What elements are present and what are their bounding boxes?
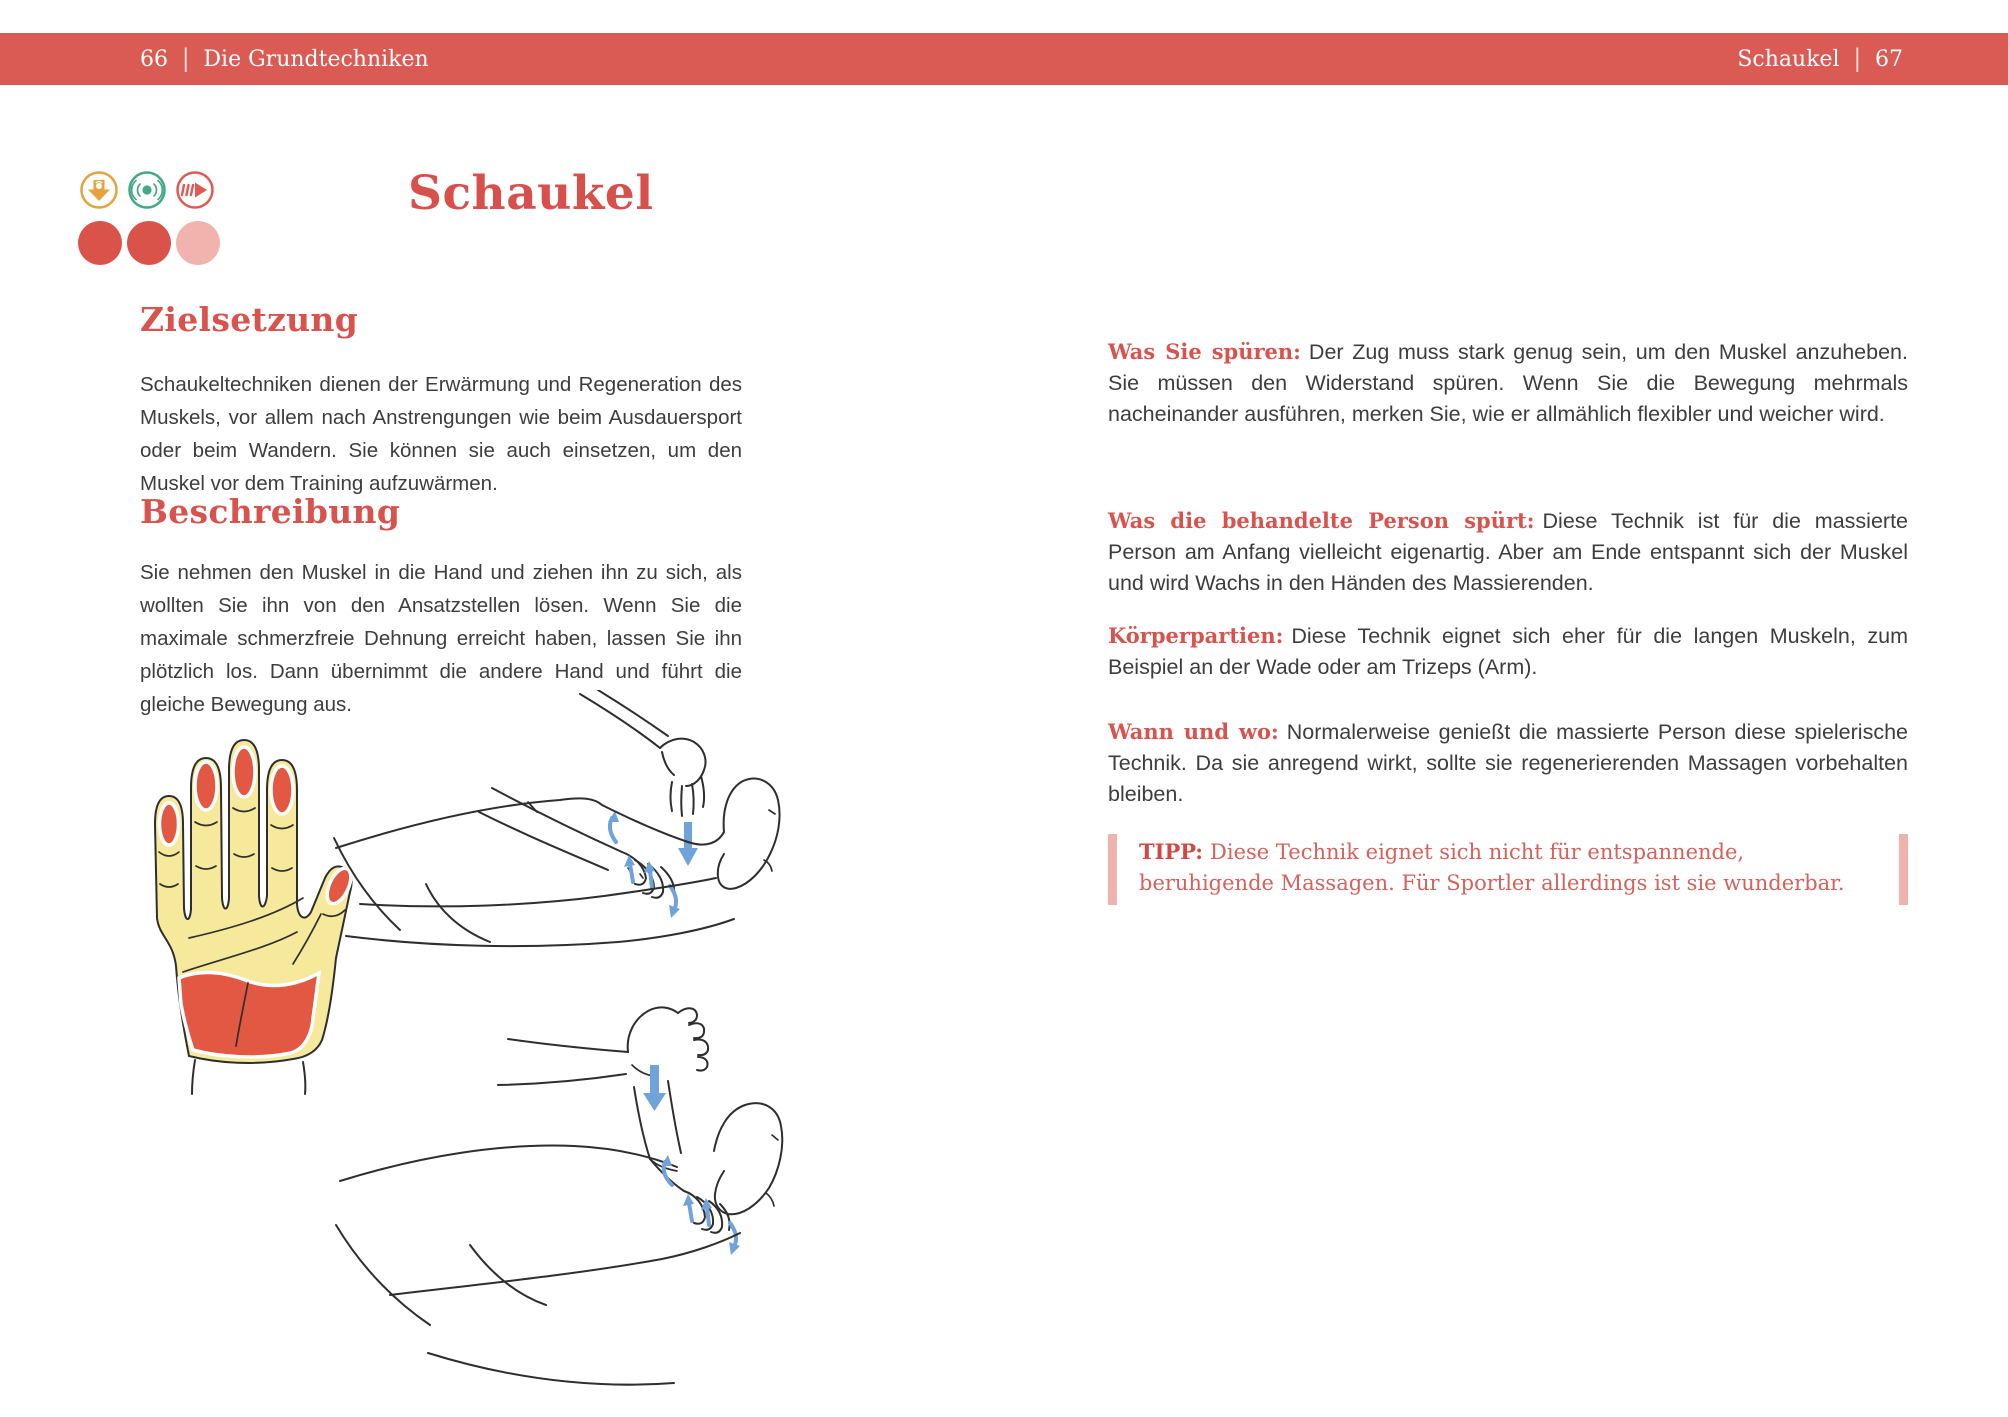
pressure-arrow-icon (82, 173, 117, 208)
intensity-dot (127, 221, 171, 265)
header-divider: | (1853, 45, 1861, 73)
paragraph-was-sie-spueren (1108, 336, 1908, 430)
chapter-title: Die Grundtechniken (203, 46, 429, 72)
hand-contact-zones-illustration (145, 726, 357, 1098)
zielsetzung-paragraph: Schaukeltechniken dienen der Erwärmung und Regeneration des Muskels, vor allem nach Anstrengungen wie beim Ausdauersport oder beim Wandern. Sie können sie auch einsetzen, um den Muskel vor dem Training aufzuwärmen. (140, 373, 742, 495)
vibration-waves-icon (130, 173, 165, 208)
intensity-dots (78, 221, 220, 265)
tip-text (1117, 834, 1899, 905)
paragraph-lead: Was Sie spüren: (1108, 339, 1301, 364)
massage-technique-illustration-1 (332, 690, 792, 980)
paragraph-body: Diese Technik ist für die massierte Person am Anfang vielleicht eigenartig. Aber am Ende entspannt sich der Muskel und wird Wachs in den Händen des Massierenden. (1108, 509, 1909, 595)
header-divider: | (182, 45, 190, 73)
running-header (0, 33, 2008, 85)
tip-body: Diese Technik eignet sich nicht für entspannende, beruhigende Massagen. Für Sportler allerdings ist sie wunderbar. (1139, 840, 1845, 895)
paragraph-behandelte-person (1108, 505, 1908, 599)
tip-box (1108, 834, 1908, 905)
speed-arrow-icon (178, 173, 213, 208)
paragraph-lead: Was die behandelte Person spürt: (1108, 508, 1535, 533)
paragraph-body: Diese Technik eignet sich eher für die langen Muskeln, zum Beispiel an der Wade oder am Trizeps (Arm). (1108, 624, 1908, 679)
tip-lead: TIPP: (1139, 839, 1204, 864)
technique-title-header: Schaukel (1737, 46, 1840, 72)
massage-technique-illustration-2 (332, 995, 802, 1405)
header-left (140, 47, 429, 72)
section-heading-zielsetzung: Zielsetzung (140, 300, 359, 339)
technique-legend-icons (79, 170, 215, 210)
paragraph-lead: Körperpartien: (1108, 623, 1284, 648)
paragraph-body: Der Zug muss stark genug sein, um den Muskel anzuheben. Sie müssen den Widerstand spüren. Wenn Sie die Bewegung mehrmals nacheinander ausführen, merken Sie, wie er allmählich flexibler und weicher wird. (1108, 340, 1908, 426)
tip-right-bar (1899, 834, 1908, 905)
header-right (1737, 47, 1903, 72)
intensity-dot (78, 221, 122, 265)
page-title: Schaukel (408, 166, 654, 221)
paragraph-body: Normalerweise genießt die massierte Person diese spielerische Technik. Da sie anregend wirkt, sollte sie regenerierenden Massagen vorbehalten bleiben. (1108, 720, 1908, 806)
page-number-right: 67 (1875, 46, 1903, 72)
paragraph-wann-und-wo (1108, 716, 1908, 810)
page-number-left: 66 (140, 46, 168, 72)
beschreibung-paragraph: Sie nehmen den Muskel in die Hand und ziehen ihn zu sich, als wollten Sie ihn von den Ansatzstellen lösen. Wenn Sie die maximale schmerzfreie Dehnung erreicht haben, lassen Sie ihn plötzlich los. Dann übernimmt die andere Hand und führt die gleiche Bewegung aus. (140, 561, 742, 716)
paragraph-koerperpartien (1108, 620, 1908, 683)
tip-left-bar (1108, 834, 1117, 905)
intensity-dot (176, 221, 220, 265)
paragraph-lead: Wann und wo: (1108, 719, 1279, 744)
section-heading-beschreibung: Beschreibung (140, 492, 401, 531)
